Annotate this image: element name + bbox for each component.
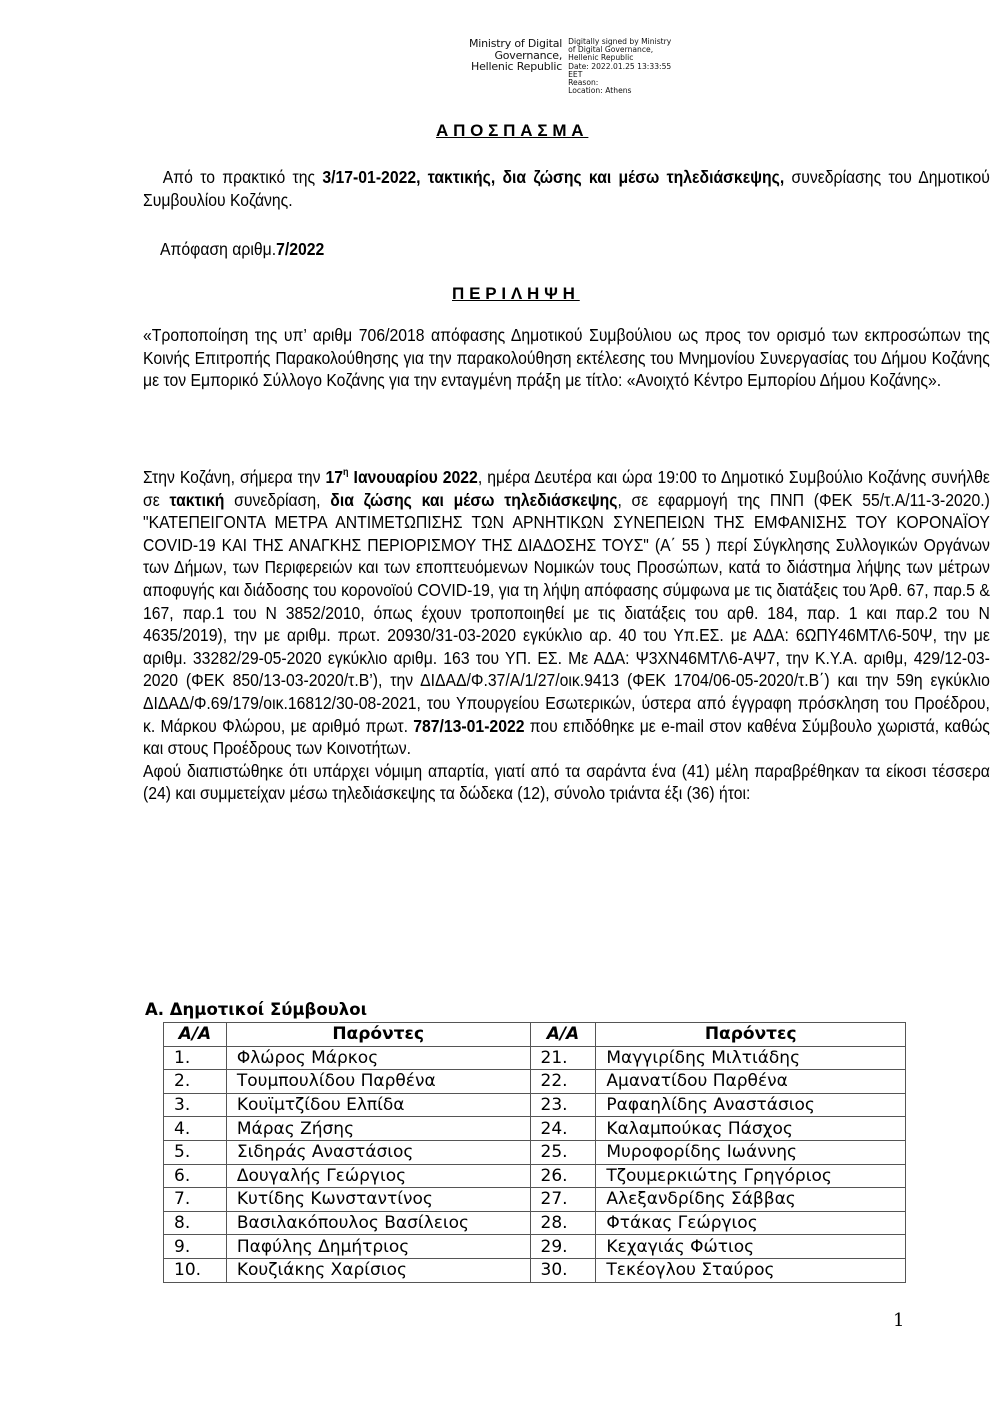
cell-number: 30. xyxy=(530,1258,596,1282)
header-present: Παρόντες xyxy=(226,1023,530,1047)
table-row xyxy=(164,1117,906,1141)
cell-member-name: Αλεξανδρίδης Σάββας xyxy=(596,1188,906,1212)
cell-number: 23. xyxy=(530,1093,596,1117)
document-title: ΑΠΟΣΠΑΣΜΑ xyxy=(436,121,589,140)
cell-number: 26. xyxy=(530,1164,596,1188)
meeting-reference: 3/17-01-2022, τακτικής, δια ζώσης και μέσω τηλεδιάσκεψης, xyxy=(322,167,785,187)
page-number: 1 xyxy=(893,1310,905,1331)
cell-member-name: Τζουμερκιώτης Γρηγόριος xyxy=(596,1164,906,1188)
table-row xyxy=(164,1046,906,1070)
cell-number: 9. xyxy=(164,1235,227,1259)
cell-member-name: Φλώρος Μάρκος xyxy=(226,1046,530,1070)
cell-number: 22. xyxy=(530,1070,596,1094)
cell-member-name: Φτάκας Γεώργιος xyxy=(596,1211,906,1235)
table-row xyxy=(164,1211,906,1235)
cell-number: 10. xyxy=(164,1258,227,1282)
cell-number: 8. xyxy=(164,1211,227,1235)
cell-number: 25. xyxy=(530,1140,596,1164)
cell-number: 24. xyxy=(530,1117,596,1141)
signature-details: Digitally signed by Ministry of Digital Governance, Hellenic Republic Date: 2022.01.25 13:33:55 EET Reason: Location: Athens xyxy=(568,37,672,96)
cell-member-name: Μυροφορίδης Ιωάννης xyxy=(596,1140,906,1164)
header-present: Παρόντες xyxy=(596,1023,906,1047)
cell-member-name: Τεκέογλου Σταύρος xyxy=(596,1258,906,1282)
table-header-row xyxy=(164,1023,906,1047)
table-row xyxy=(164,1258,906,1282)
quorum-paragraph: Αφού διαπιστώθηκε ότι υπάρχει νόμιμη απαρτία, γιατί από τα σαράντα ένα (41) μέλη παραβρέθηκαν τα είκοσι τέσσερα (24) και συμμετείχαν μέσω τηλεδιάσκεψης τα δώδεκα (12), σύνολο τριάντα έξι (36) ήτοι: xyxy=(143,760,990,804)
cell-member-name: Ραφαηλίδης Αναστάσιος xyxy=(596,1093,906,1117)
body-paragraph: Στην Κοζάνη, σήμερα την $17^\eta$ Ιανουαρίου 2022, ημέρα Δευτέρα και ώρα 19:00 το Δημοτικό Συμβούλιο Κοζάνης συνήλθε σε τακτική συνεδρίαση, δια ζώσης και μέσω τηλεδιάσκεψης, σε εφαρμογή της ΠΝΠ (ΦΕΚ 55/τ.Α/11-3-2020.) "ΚΑΤΕΠΕΙΓΟΝΤΑ ΜΕΤΡΑ ΑΝΤΙΜΕΤΩΠΙΣΗΣ ΤΩΝ ΑΡΝΗΤΙΚΩΝ ΣΥΝΕΠΕΙΩΝ ΤΗΣ ΕΜΦΑΝΙΣΗΣ ΤΟΥ ΚΟΡΟΝΑΪΟΥ COVID-19 ΚΑΙ ΤΗΣ ΑΝΑΓΚΗΣ ΠΕΡΙΟΡΙΣΜΟΥ ΤΗΣ ΔΙΑΔΟΣΗΣ ΤΟΥΣ" (Α΄ 55 ) περί Σύγκλησης Συλλογικών Οργάνων των Δήμων, των Περιφερειών και των εποπτευόμενων Νομικών τους Προσώπων, κατά το διάστημα λήψης των μέτρων αποφυγής και διάδοσης του κορονοϊού COVID-19, για τη λήψη απόφασης σύμφωνα με τις διατάξεις του Άρθ. 67, παρ.5 & 167, παρ.1 του Ν 3852/2010, όπως έχουν τροποποιηθεί με τις διατάξεις του αρθ. 184, παρ. 1 και παρ.2 του Ν 4635/2019), την με αριθμ. πρωτ. 20930/31-03-2020 εγκύκλιο αρ. 40 του Υπ.ΕΣ. με ΑΔΑ: 6ΩΠΥ46ΜΤΛ6-50Ψ, την με αριθμ. 33282/29-05-2020 εγκύκλιο αριθμ. 163 του ΥΠ. ΕΣ. Με ΑΔΑ: Ψ3ΧΝ46ΜΤΛ6-ΑΨ7, την Κ.Υ.Α. αριθμ, 429/12-03-2020 (ΦΕΚ 850/13-03-2020/τ.Β’), την ΔΙΔΑΔ/Φ.37/Α/1/27/οικ.9413 (ΦΕΚ 1704/06-05-2020/τ.Β΄) και την 59η εγκύκλιο ΔΙΔΑΔ/Φ.69/179/οικ.16812/30-08-2021, του Υπουργείου Εσωτερικών, ύστερα από έγγραφη πρόσκληση του Προέδρου, κ. Μάρκου Φλώρου, με αριθμό πρωτ. 787/13-01-2022 που επιδόθηκε με e-mail στον καθένα Σύμβουλο χωριστά, καθώς και στους Προέδρους των Κοινοτήτων. Αφού διαπιστώθηκε ότι υπάρχει νόμιμη απαρτία, γιατί από τα σαράντα ένα (41) μέλη παραβρέθηκαν τα είκοσι τέσσερα (24) και συμμετείχαν μέσω τηλεδιάσκεψης τα δώδεκα (12), σύνολο τριάντα έξι (36) ήτοι: xyxy=(143,467,990,804)
cell-member-name: Τουμπουλίδου Παρθένα xyxy=(226,1070,530,1094)
cell-member-name: Παφύλης Δημήτριος xyxy=(226,1235,530,1259)
cell-member-name: Μάρας Ζήσης xyxy=(226,1117,530,1141)
cell-member-name: Σιδηράς Αναστάσιος xyxy=(226,1140,530,1164)
meeting-date: $17^\eta$ Ιανουαρίου 2022 xyxy=(325,467,478,487)
cell-member-name: Κυτίδης Κωνσταντίνος xyxy=(226,1188,530,1212)
cell-number: 21. xyxy=(530,1046,596,1070)
cell-member-name: Κεχαγιάς Φώτιος xyxy=(596,1235,906,1259)
digital-signature-block xyxy=(469,38,671,95)
cell-number: 6. xyxy=(164,1164,227,1188)
intro-paragraph: Από το πρακτικό της 3/17-01-2022, τακτικής, δια ζώσης και μέσω τηλεδιάσκεψης, συνεδρίασης του Δημοτικού Συμβουλίου Κοζάνης. xyxy=(143,167,990,210)
table-row xyxy=(164,1188,906,1212)
header-number: Α/Α xyxy=(164,1023,227,1047)
table-row xyxy=(164,1093,906,1117)
summary-paragraph: «Τροποποίηση της υπ’ αριθμ 706/2018 απόφασης Δημοτικού Συμβούλιου ως προς τον ορισμό των εκπροσώπων της Κοινής Επιτροπής Παρακολούθησης για την παρακολούθηση εκτέλεσης του Μνημονίου Συνεργασίας του Δήμου Κοζάνης με τον Εμπορικό Σύλλογο Κοζάνης για την ενταγμένη πράξη με τίτλο: «Ανοιχτό Κέντρο Εμπορίου Δήμου Κοζάνης». xyxy=(143,325,990,391)
cell-member-name: Κουϊμτζίδου Ελπίδα xyxy=(226,1093,530,1117)
cell-member-name: Καλαμπούκας Πάσχος xyxy=(596,1117,906,1141)
cell-member-name: Αμανατίδου Παρθένα xyxy=(596,1070,906,1094)
cell-number: 27. xyxy=(530,1188,596,1212)
cell-number: 7. xyxy=(164,1188,227,1212)
cell-member-name: Μαγγιρίδης Μιλτιάδης xyxy=(596,1046,906,1070)
cell-member-name: Βασιλακόπουλος Βασίλειος xyxy=(226,1211,530,1235)
cell-number: 5. xyxy=(164,1140,227,1164)
table-row xyxy=(164,1140,906,1164)
section-title: Α. Δημοτικοί Σύμβουλοι xyxy=(145,1000,368,1019)
cell-number: 28. xyxy=(530,1211,596,1235)
table-row xyxy=(164,1070,906,1094)
cell-member-name: Δουγαλής Γεώργιος xyxy=(226,1164,530,1188)
cell-number: 29. xyxy=(530,1235,596,1259)
header-number: Α/Α xyxy=(530,1023,596,1047)
decision-number: Απόφαση αριθμ.7/2022 xyxy=(160,239,325,259)
table-row xyxy=(164,1235,906,1259)
cell-number: 4. xyxy=(164,1117,227,1141)
cell-number: 1. xyxy=(164,1046,227,1070)
table-row xyxy=(164,1164,906,1188)
summary-title: ΠΕΡΙΛΗΨΗ xyxy=(452,284,580,303)
cell-member-name: Κουζιάκης Χαρίσιος xyxy=(226,1258,530,1282)
members-table xyxy=(163,1022,906,1283)
cell-number: 2. xyxy=(164,1070,227,1094)
cell-number: 3. xyxy=(164,1093,227,1117)
invitation-number: 787/13-01-2022 xyxy=(413,715,525,736)
signature-signer: Ministry of Digital Governance, Hellenic Republic xyxy=(469,37,563,73)
